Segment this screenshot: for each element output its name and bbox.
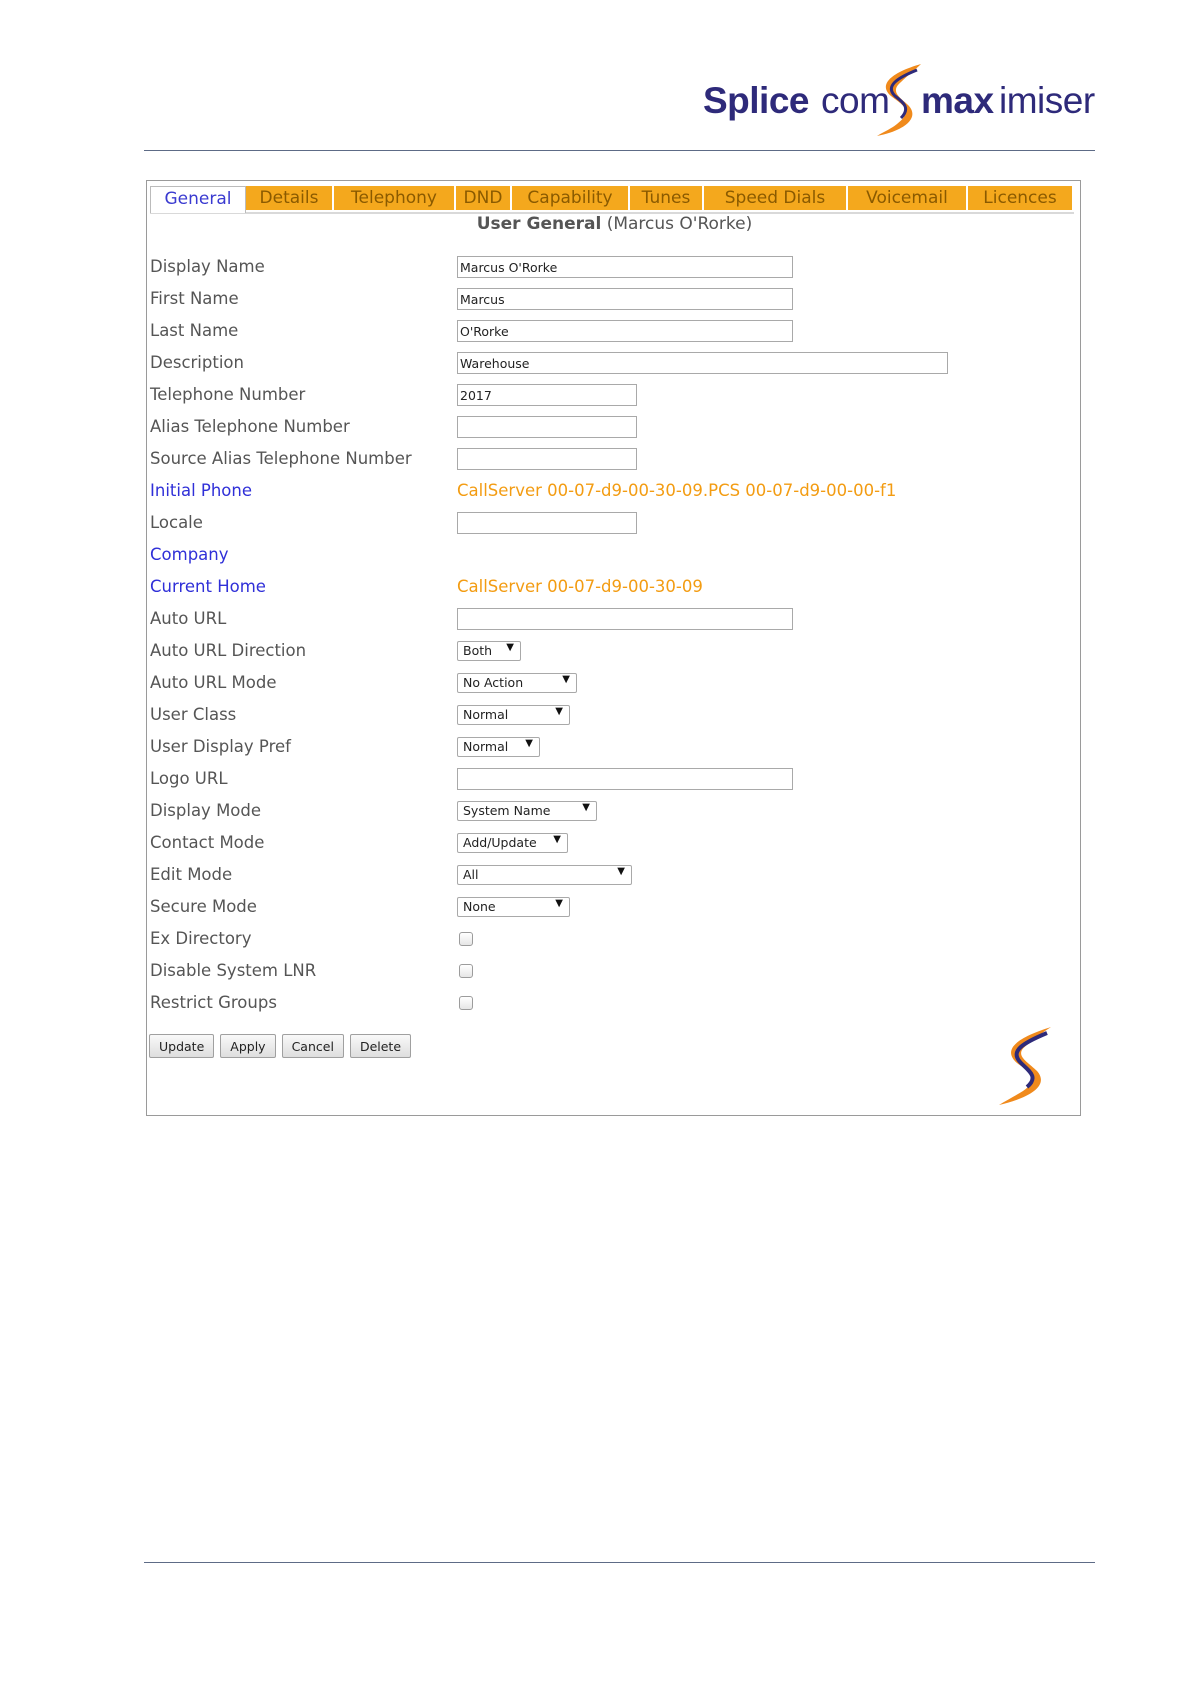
logo-url-label: Logo URL <box>150 769 228 788</box>
user-class-value: Normal <box>463 707 509 722</box>
tab-speed-dials[interactable]: Speed Dials <box>704 186 848 210</box>
user-class-label: User Class <box>150 705 237 724</box>
telephone-number-label: Telephone Number <box>150 385 306 404</box>
ex-directory-label: Ex Directory <box>150 929 252 948</box>
tab-tunes[interactable]: Tunes <box>630 186 704 210</box>
alias-telephone-number-label: Alias Telephone Number <box>150 417 350 436</box>
auto-url-mode-label: Auto URL Mode <box>150 673 277 692</box>
display-mode-label: Display Mode <box>150 801 262 820</box>
user-display-pref-label: User Display Pref <box>150 737 291 756</box>
dropdown-arrow-icon: ▼ <box>555 898 563 909</box>
description-label: Description <box>150 353 244 372</box>
source-alias-telephone-number-label: Source Alias Telephone Number <box>150 449 412 468</box>
company-link[interactable]: Company <box>150 545 229 564</box>
edit-mode-select[interactable] <box>457 865 632 885</box>
disable-system-lnr-label: Disable System LNR <box>150 961 317 980</box>
tab-voicemail[interactable]: Voicemail <box>848 186 968 210</box>
display-name-row <box>150 255 1075 281</box>
logo-url-row <box>150 767 1075 793</box>
display-mode-value: System Name <box>463 803 551 818</box>
dropdown-arrow-icon: ▼ <box>525 738 533 749</box>
logo-url-input[interactable] <box>457 768 793 790</box>
disable-system-lnr-row <box>150 959 1075 985</box>
last-name-label: Last Name <box>150 321 239 340</box>
first-name-label: First Name <box>150 289 239 308</box>
current-home-value: CallServer 00-07-d9-00-30-09 <box>457 577 703 596</box>
source-alias-telephone-number-row <box>150 447 1075 473</box>
logo-splice-text: Splice <box>703 80 809 121</box>
auto-url-mode-row <box>150 671 1075 697</box>
locale-label: Locale <box>150 513 203 532</box>
display-name-input[interactable] <box>457 256 793 278</box>
secure-mode-select[interactable] <box>457 897 570 917</box>
action-buttons <box>149 1034 411 1058</box>
ex-directory-checkbox[interactable] <box>459 932 473 946</box>
auto-url-direction-label: Auto URL Direction <box>150 641 307 660</box>
source-alias-telephone-number-input[interactable] <box>457 448 637 470</box>
dropdown-arrow-icon: ▼ <box>506 642 514 653</box>
edit-mode-label: Edit Mode <box>150 865 233 884</box>
contact-mode-value: Add/Update <box>463 835 537 850</box>
first-name-row <box>150 287 1075 313</box>
tab-bar <box>150 186 1074 214</box>
auto-url-mode-value: No Action <box>463 675 524 690</box>
contact-mode-select[interactable] <box>457 833 568 853</box>
alias-telephone-number-row <box>150 415 1075 441</box>
section-title-main: User General <box>476 214 602 234</box>
locale-input[interactable] <box>457 512 637 534</box>
telephone-number-row <box>150 383 1075 409</box>
restrict-groups-row <box>150 991 1075 1017</box>
description-row <box>150 351 1075 377</box>
update-button[interactable]: Update <box>149 1034 214 1058</box>
footer-divider <box>144 1562 1095 1563</box>
alias-telephone-number-input[interactable] <box>457 416 637 438</box>
restrict-groups-label: Restrict Groups <box>150 993 277 1012</box>
apply-button[interactable]: Apply <box>220 1034 275 1058</box>
contact-mode-label: Contact Mode <box>150 833 265 852</box>
section-title-user: (Marcus O'Rorke) <box>606 214 753 234</box>
tab-licences[interactable]: Licences <box>968 186 1074 210</box>
user-class-select[interactable] <box>457 705 570 725</box>
restrict-groups-checkbox[interactable] <box>459 996 473 1010</box>
delete-button[interactable]: Delete <box>350 1034 411 1058</box>
user-display-pref-select[interactable] <box>457 737 540 757</box>
display-name-label: Display Name <box>150 257 265 276</box>
company-row <box>150 543 1075 569</box>
auto-url-label: Auto URL <box>150 609 227 628</box>
auto-url-direction-select[interactable] <box>457 641 521 661</box>
edit-mode-value: All <box>463 867 479 882</box>
auto-url-direction-value: Both <box>463 643 493 658</box>
section-title <box>147 214 1082 234</box>
secure-mode-value: None <box>463 899 496 914</box>
telephone-number-input[interactable] <box>457 384 637 406</box>
initial-phone-value: CallServer 00-07-d9-00-30-09.PCS 00-07-d9-00-00-f1 <box>457 481 897 500</box>
secure-mode-label: Secure Mode <box>150 897 257 916</box>
initial-phone-row <box>150 479 1075 505</box>
ex-directory-row <box>150 927 1075 953</box>
last-name-row <box>150 319 1075 345</box>
initial-phone-link[interactable]: Initial Phone <box>150 481 253 500</box>
logo-com-text: com <box>821 80 890 121</box>
splicecom-s-logo-icon <box>993 1025 1059 1107</box>
dropdown-arrow-icon: ▼ <box>555 706 563 717</box>
first-name-input[interactable] <box>457 288 793 310</box>
user-display-pref-value: Normal <box>463 739 509 754</box>
splicecom-maximiser-logo <box>703 62 1095 144</box>
header-divider <box>144 150 1095 151</box>
current-home-row <box>150 575 1075 601</box>
logo-max-text: max <box>921 80 994 121</box>
locale-row <box>150 511 1075 537</box>
disable-system-lnr-checkbox[interactable] <box>459 964 473 978</box>
auto-url-row <box>150 607 1075 633</box>
dropdown-arrow-icon: ▼ <box>582 802 590 813</box>
user-general-panel <box>146 180 1081 1116</box>
description-input[interactable] <box>457 352 948 374</box>
last-name-input[interactable] <box>457 320 793 342</box>
display-mode-row <box>150 799 1075 825</box>
user-display-pref-row <box>150 735 1075 761</box>
auto-url-mode-select[interactable] <box>457 673 577 693</box>
logo-imiser-text: imiser <box>999 80 1095 121</box>
edit-mode-row <box>150 863 1075 889</box>
current-home-link[interactable]: Current Home <box>150 577 266 596</box>
splicecom-swoosh-icon <box>871 62 927 138</box>
contact-mode-row <box>150 831 1075 857</box>
tab-capability[interactable]: Capability <box>512 186 630 210</box>
user-class-row <box>150 703 1075 729</box>
tab-telephony[interactable]: Telephony <box>334 186 456 210</box>
auto-url-direction-row <box>150 639 1075 665</box>
dropdown-arrow-icon: ▼ <box>553 834 561 845</box>
dropdown-arrow-icon: ▼ <box>617 866 625 877</box>
display-mode-select[interactable] <box>457 801 597 821</box>
auto-url-input[interactable] <box>457 608 793 630</box>
dropdown-arrow-icon: ▼ <box>562 674 570 685</box>
cancel-button[interactable]: Cancel <box>282 1034 344 1058</box>
tab-dnd[interactable]: DND <box>456 186 512 210</box>
tab-details[interactable]: Details <box>246 186 334 210</box>
secure-mode-row <box>150 895 1075 921</box>
tab-general[interactable]: General <box>150 186 246 213</box>
